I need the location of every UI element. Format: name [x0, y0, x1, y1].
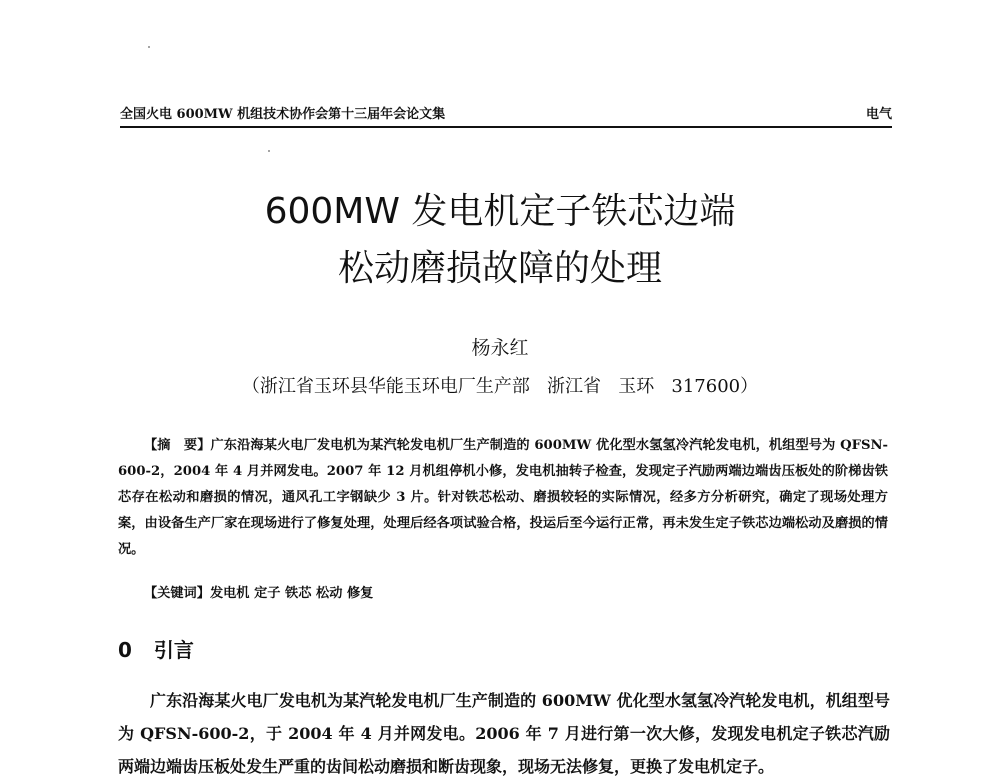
section-title: 引言	[153, 638, 194, 662]
section-category: 电气	[865, 107, 892, 122]
keywords-label: 【关键词】	[144, 586, 210, 601]
scan-speck	[148, 46, 150, 48]
section-number: 0	[118, 638, 132, 662]
scan-speck	[268, 150, 270, 152]
keywords-text: 发电机 定子 铁芯 松动 修复	[209, 586, 374, 601]
author-name: 杨永红	[471, 337, 529, 359]
paper-title-line-1: 600MW 发电机定子铁芯边端	[264, 191, 736, 232]
keywords	[144, 582, 373, 601]
abstract	[118, 433, 888, 563]
section-heading	[118, 640, 194, 660]
running-header	[120, 102, 892, 128]
body-paragraph: 广东沿海某火电厂发电机为某汽轮发电机厂生产制造的 600MW 优化型水氢氢冷汽轮发电机，机组型号为 QFSN-600-2，于 2004 年 4 月并网发电。2006 年 7 月进行第一次大修，发现发电机定子铁芯汽励两端边端齿压板处发生严重的齿间松动磨损和断齿现象，现场无法修复，更换了发电机定子。	[118, 691, 890, 776]
paper-title-line-2: 松动磨损故障的处理	[337, 248, 662, 289]
abstract-text: 广东沿海某火电厂发电机为某汽轮发电机厂生产制造的 600MW 优化型水氢氢冷汽轮发电机，机组型号为 QFSN-600-2，2004 年 4 月并网发电。2007 年 12 月机组停机小修，发电机抽转子检查，发现定子汽励两端边端齿压板处的阶梯齿铁芯存在松动和磨损的情况，通风孔工字钢缺少 3 片。针对铁芯松动、磨损较轻的实际情况，经多方分析研究，确定了现场处理方案，由设备生产厂家在现场进行了修复处理，处理后经各项试验合格，投运后至今运行正常，再未发生定子铁芯边端松动及磨损的情况。	[118, 438, 889, 557]
abstract-label: 【摘 要】	[144, 438, 211, 453]
author-affiliation: （浙江省玉环县华能玉环电厂生产部 浙江省 玉环 317600）	[241, 376, 759, 397]
proceedings-title: 全国火电 600MW 机组技术协作会第十三届年会论文集	[120, 107, 446, 122]
